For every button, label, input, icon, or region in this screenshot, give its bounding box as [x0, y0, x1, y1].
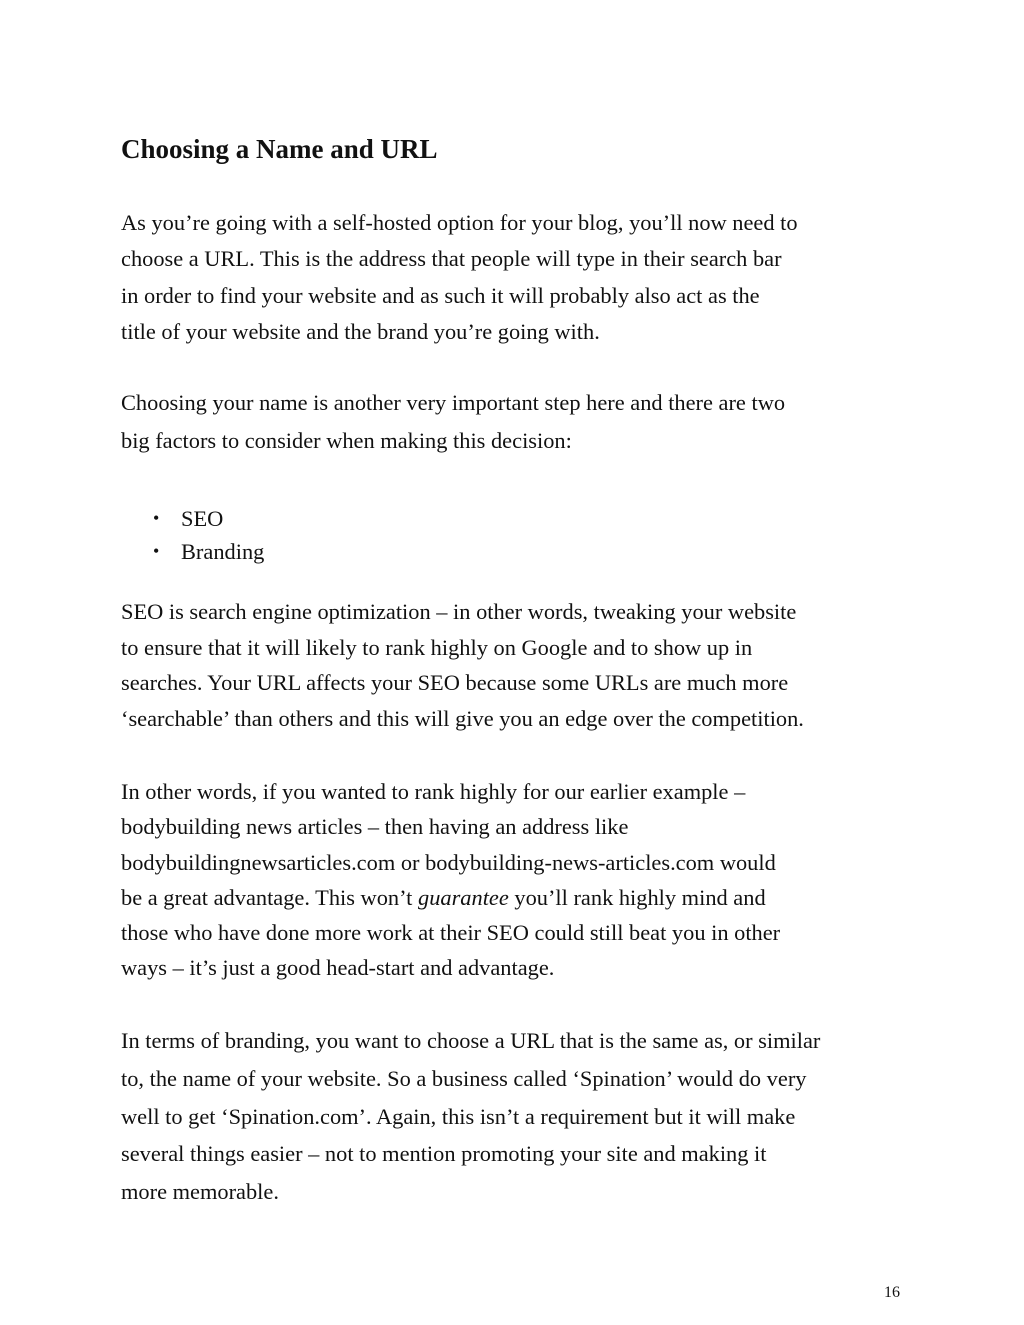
paragraph-line: several things easier – not to mention promoting your site and making it: [121, 1141, 767, 1167]
paragraph-url-intro: [121, 205, 911, 350]
paragraph-line: well to get ‘Spination.com’. Again, this isn’t a requirement but it will make: [121, 1103, 796, 1129]
paragraph-branding: [121, 1022, 911, 1211]
section-heading: Choosing a Name and URL: [121, 134, 438, 164]
bullet-icon: •: [153, 541, 160, 561]
paragraph-line: In other words, if you wanted to rank highly for our earlier example –: [121, 779, 746, 804]
bullet-icon: •: [153, 508, 160, 528]
paragraph-line: bodybuildingnewsarticles.com or bodybuilding-news-articles.com would: [121, 849, 776, 875]
paragraph-line: choose a URL. This is the address that people will type in their search bar: [121, 246, 782, 272]
paragraph-choosing-name: [121, 384, 911, 460]
paragraph-line: Choosing your name is another very important step here and there are two: [121, 390, 786, 415]
paragraph-line: in order to find your website and as such it will probably also act as the: [121, 282, 760, 308]
paragraph-line: searches. Your URL affects your SEO because some URLs are much more: [121, 670, 789, 695]
paragraph-line: As you’re going with a self-hosted option for your blog, you’ll now need to: [121, 210, 798, 235]
list-item-label: Branding: [181, 539, 265, 564]
paragraph-line: In terms of branding, you want to choose a URL that is the same as, or similar: [121, 1028, 821, 1053]
paragraph-line: to ensure that it will likely to rank highly on Google and to show up in: [121, 634, 753, 660]
paragraph-line: more memorable.: [121, 1179, 279, 1205]
paragraph-line: to, the name of your website. So a business called ‘Spination’ would do very: [121, 1065, 807, 1091]
paragraph-line-mixed: [121, 880, 911, 915]
list-item-label: SEO: [181, 506, 224, 531]
factors-list: [121, 502, 264, 568]
list-item-seo: [121, 502, 264, 535]
paragraph-line: SEO is search engine optimization – in other words, tweaking your website: [121, 599, 797, 624]
paragraph-example: [121, 774, 911, 986]
paragraph-line: big factors to consider when making this decision:: [121, 428, 572, 453]
paragraph-line: those who have done more work at their SEO could still beat you in other: [121, 920, 781, 946]
page-number: 16: [884, 1284, 900, 1301]
text-run: be a great advantage. This won’t: [121, 884, 418, 910]
paragraph-line: bodybuilding news articles – then having an address like: [121, 814, 629, 840]
paragraph-seo: [121, 594, 911, 736]
list-item-branding: [121, 535, 264, 568]
paragraph-line: ‘searchable’ than others and this will give you an edge over the competition.: [121, 705, 804, 731]
paragraph-line: ways – it’s just a good head-start and advantage.: [121, 955, 555, 981]
emphasis-text: guarantee: [418, 884, 509, 910]
paragraph-line: title of your website and the brand you’re going with.: [121, 318, 600, 344]
text-run: you’ll rank highly mind and: [508, 884, 766, 910]
